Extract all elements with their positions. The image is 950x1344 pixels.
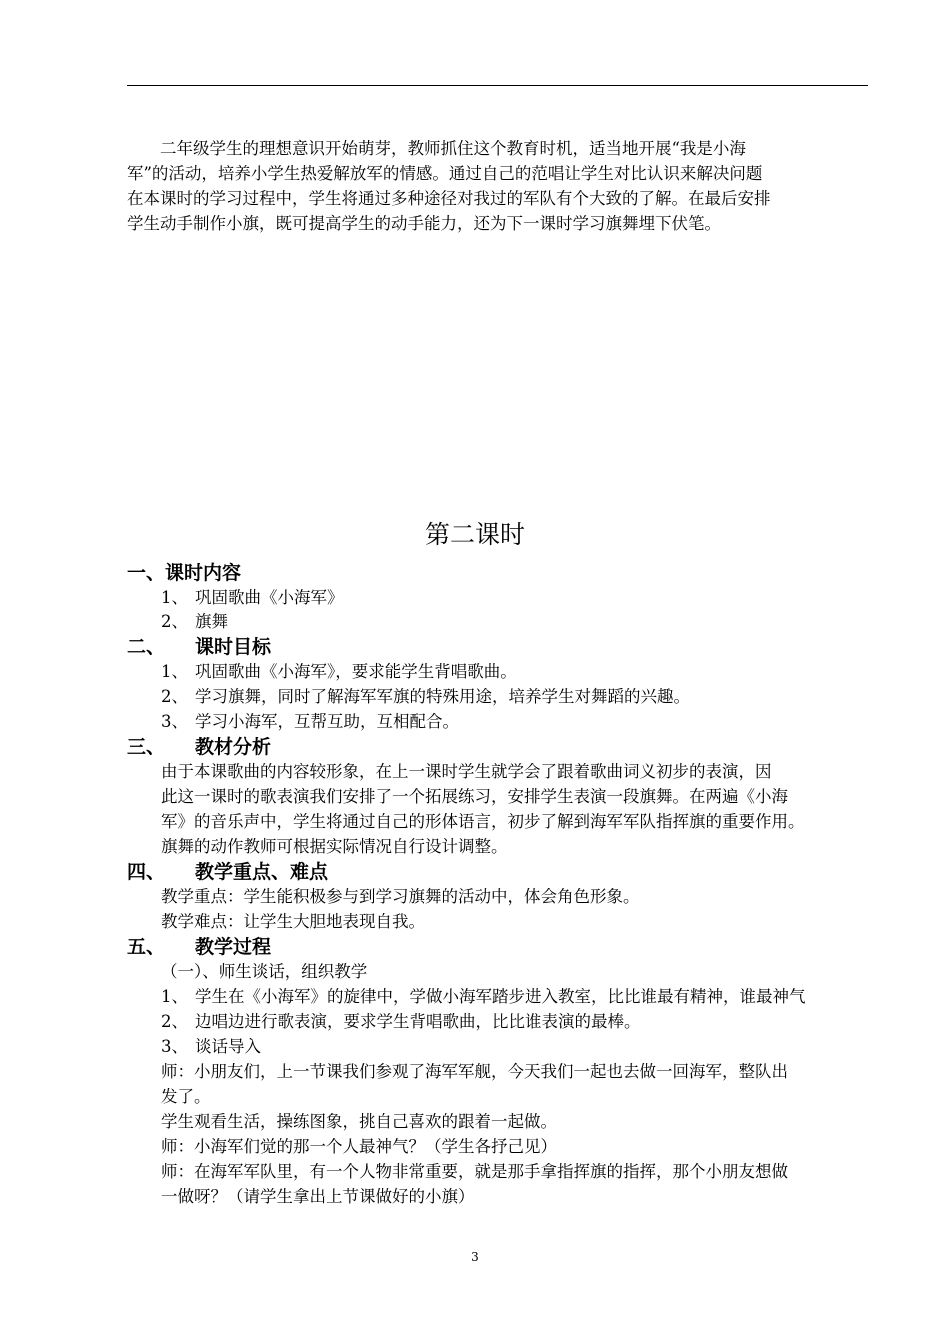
section-title: 课时内容 <box>165 562 242 584</box>
dialogue-line: 师：小海军们觉的那一个人最神气？（学生各抒己见） <box>161 1137 557 1156</box>
list-item <box>161 985 806 1009</box>
paragraph-line: 军》的音乐声中，学生将通过自己的形体语言，初步了解到海军军队指挥旗的重要作用。 <box>161 812 805 831</box>
intro-paragraph <box>127 136 868 236</box>
section-heading-keypoints <box>127 860 328 884</box>
item-number: 2、 <box>161 612 188 631</box>
item-text: 学生在《小海军》的旋律中，学做小海军踏步进入教室，比比谁最有精神，谁最神气 <box>195 987 806 1006</box>
key-point-line: 教学重点：学生能积极参与到学习旗舞的活动中，体会角色形象。 <box>161 887 640 906</box>
page-number: 3 <box>471 1250 479 1264</box>
dialogue-line: 师：在海军军队里，有一个人物非常重要，就是那手拿指挥旗的指挥，那个小朋友想做 <box>161 1162 788 1181</box>
dialogue-line: 一做呀？（请学生拿出上节课做好的小旗） <box>161 1187 475 1206</box>
section-title: 教学重点、难点 <box>195 861 329 883</box>
intro-line: 军”的活动，培养小学生热爱解放军的情感。通过自己的范唱让学生对比认识来解决问题 <box>127 164 763 183</box>
section-number: 三、 <box>127 736 166 758</box>
item-number: 3、 <box>161 712 188 731</box>
item-text: 学习旗舞，同时了解海军军旗的特殊用途，培养学生对舞蹈的兴趣。 <box>195 687 690 706</box>
dialogue-line: 发了。 <box>161 1087 211 1106</box>
list-item <box>161 660 517 684</box>
intro-line: 在本课时的学习过程中，学生将通过多种途径对我过的军队有个大致的了解。在最后安排 <box>127 189 771 208</box>
list-item <box>161 1010 641 1034</box>
list-item <box>161 610 228 634</box>
section-heading-process <box>127 935 271 959</box>
section-number: 五、 <box>127 936 166 958</box>
section-number: 二、 <box>127 636 166 658</box>
lesson-title: 第二课时 <box>424 520 525 549</box>
item-text: 谈话导入 <box>195 1037 261 1056</box>
section-heading-goals <box>127 635 271 659</box>
section-title: 教学过程 <box>195 936 272 958</box>
list-item <box>161 586 344 610</box>
item-text: 旗舞 <box>195 612 228 631</box>
item-text: 巩固歌曲《小海军》，要求能学生背唱歌曲。 <box>195 662 517 681</box>
item-text: 学习小海军，互帮互助，互相配合。 <box>195 712 459 731</box>
header-rule <box>127 85 868 86</box>
item-number: 2、 <box>161 687 188 706</box>
list-item <box>161 1035 261 1059</box>
list-item <box>161 685 690 709</box>
sub-heading: （一）、师生谈话，组织教学 <box>161 962 368 981</box>
item-number: 2、 <box>161 1012 188 1031</box>
item-number: 1、 <box>161 662 188 681</box>
section-heading-analysis <box>127 735 271 759</box>
paragraph-line: 旗舞的动作教师可根据实际情况自行设计调整。 <box>161 837 508 856</box>
intro-line: 二年级学生的理想意识开始萌芽，教师抓住这个教育时机，适当地开展“我是小海 <box>160 139 746 158</box>
dialogue-line: 师：小朋友们，上一节课我们参观了海军军舰，今天我们一起也去做一回海军，整队出 <box>161 1062 788 1081</box>
section-number: 一、 <box>127 562 166 584</box>
item-text: 巩固歌曲《小海军》 <box>195 588 344 607</box>
dialogue-line: 学生观看生活，操练图象，挑自己喜欢的跟着一起做。 <box>161 1112 557 1131</box>
list-item <box>161 710 459 734</box>
item-number: 3、 <box>161 1037 188 1056</box>
section-heading-content <box>127 561 241 585</box>
section-title: 教材分析 <box>195 736 272 758</box>
item-number: 1、 <box>161 588 188 607</box>
paragraph-line: 此这一课时的歌表演我们安排了一个拓展练习，安排学生表演一段旗舞。在两遍《小海 <box>161 787 788 806</box>
item-number: 1、 <box>161 987 188 1006</box>
paragraph-line: 由于本课歌曲的内容较形象，在上一课时学生就学会了跟着歌曲词义初步的表演，因 <box>161 762 772 781</box>
section-number: 四、 <box>127 861 166 883</box>
difficulty-line: 教学难点：让学生大胆地表现自我。 <box>161 912 425 931</box>
section-title: 课时目标 <box>195 636 272 658</box>
intro-line: 学生动手制作小旗，既可提高学生的动手能力，还为下一课时学习旗舞埋下伏笔。 <box>127 214 721 233</box>
item-text: 边唱边进行歌表演，要求学生背唱歌曲，比比谁表演的最棒。 <box>195 1012 641 1031</box>
